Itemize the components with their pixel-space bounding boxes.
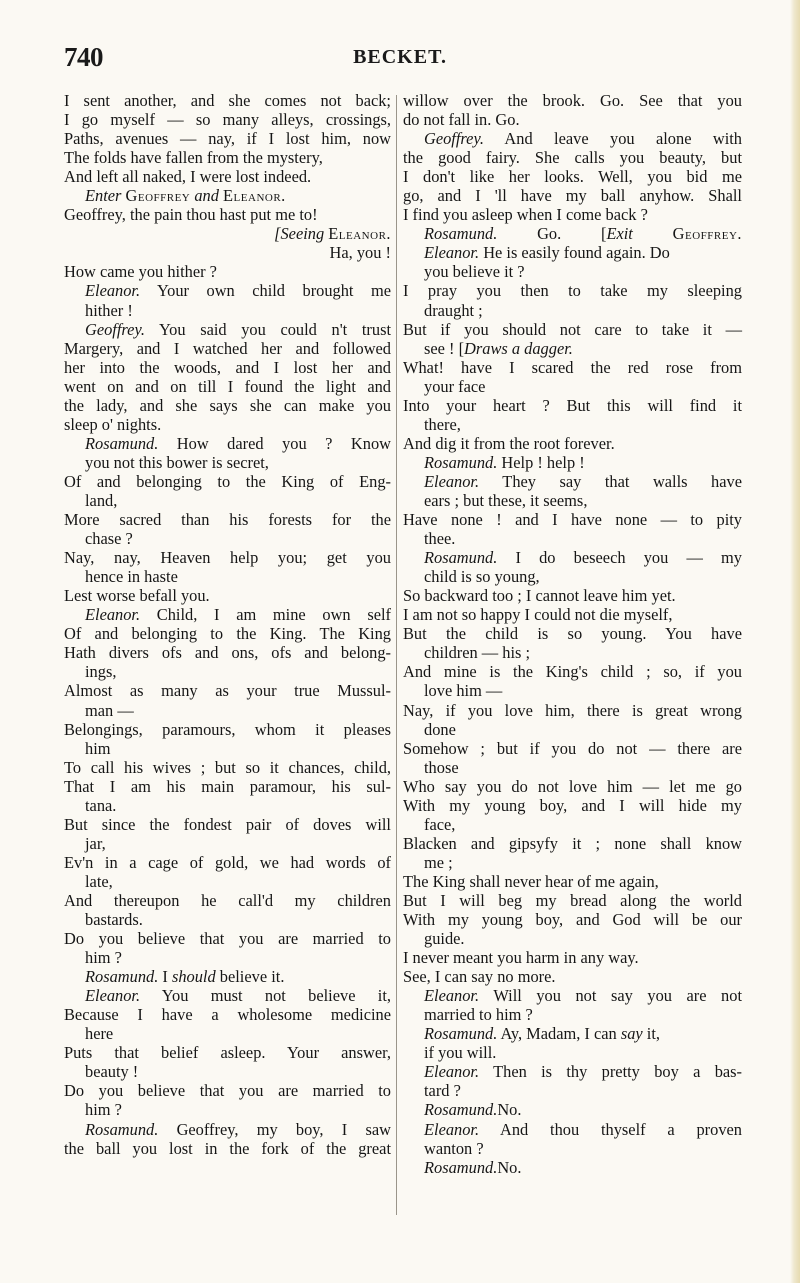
verse-text: believe it. [215,967,285,987]
italic-text: Rosamund. [85,433,159,453]
verse-text: Geoffrey, the pain thou hast put me to! [64,205,318,225]
verse-text: Nay, if you love him, there is great wrong [403,700,742,720]
small-caps-name: Eleanor. [328,224,391,244]
verse-text: I do beseech you — my [497,548,742,568]
text-line [403,605,742,624]
page-edge [790,0,800,1283]
italic-text: Eleanor. [424,1062,480,1082]
text-line [403,739,742,758]
verse-text: the lady, and she says she can make you [64,395,391,415]
text-line [403,872,742,891]
text-line [403,320,742,339]
verse-text: How came you hither ? [64,262,217,282]
italic-text: Eleanor. [424,1119,480,1139]
verse-text: Blacken and gipsyfy it ; none shall know [403,833,742,853]
verse-text: Paths, avenues — nay, if I lost him, now [64,129,391,149]
verse-text: ings, [85,662,117,682]
verse-text: hither ! [85,300,133,320]
text-line [403,967,742,986]
verse-text: Do you believe that you are married to [64,929,391,949]
text-line [64,472,391,491]
verse-text: Puts that belief asleep. Your answer, [64,1043,391,1063]
verse-text: you not this bower is secret, [85,452,269,472]
verse-text: man — [85,700,134,720]
verse-text: Because I have a wholesome medicine [64,1005,391,1025]
verse-text: But if you should not care to take it — [403,319,742,339]
text-line [403,986,742,1005]
verse-text: More sacred than his forests for the [64,510,391,530]
verse-text: children — his ; [424,643,531,663]
verse-text: tard ? [424,1081,461,1101]
small-caps-name: Eleanor. [223,186,286,206]
verse-text: Will you not say you are not [479,986,742,1006]
text-line [64,910,391,929]
italic-text: say [620,1024,643,1044]
verse-text: I [158,967,172,987]
verse-text: if you will. [424,1043,497,1063]
italic-text: Geoffrey. [85,319,145,339]
text-line [64,320,391,339]
italic-text: and [190,186,224,206]
verse-text: tana. [85,795,117,815]
verse-text: Into your heart ? But this will find it [403,395,742,415]
text-line [403,510,742,529]
text-line [403,377,742,396]
text-line [403,110,742,129]
verse-text: Ha, you ! [329,243,391,263]
left-column [64,91,391,1158]
verse-text: They say that walls have [479,471,742,491]
verse-text: And left all naked, I were lost indeed. [64,167,312,187]
text-line [64,1005,391,1024]
text-line [64,929,391,948]
text-line [403,281,742,300]
verse-text: Help ! help ! [497,452,585,472]
verse-text: I go myself — so many alleys, crossings, [64,110,391,130]
verse-text: The folds have fallen from the mystery, [64,148,323,168]
text-line [64,1139,391,1158]
text-line [64,815,391,834]
text-line [64,662,391,681]
text-line [403,1024,742,1043]
verse-text: You said you could n't trust [144,319,391,339]
verse-text: Nay, nay, Heaven help you; get you [64,548,391,568]
verse-text: I am not so happy I could not die myself, [403,605,673,625]
verse-text: I never meant you harm in any way. [403,948,639,968]
text-line [403,643,742,662]
verse-text: jar, [85,833,106,853]
text-line [64,567,391,586]
verse-text: And dig it from the root forever. [403,433,615,453]
text-line [64,1120,391,1139]
verse-text: those [424,757,459,777]
verse-text: the good fairy. She calls you beauty, but [403,148,742,168]
italic-text: Eleanor. [85,605,141,625]
text-line [64,1024,391,1043]
text-line [64,377,391,396]
text-line [64,643,391,662]
verse-text: wanton ? [424,1138,484,1158]
text-line [403,815,742,834]
text-line [403,567,742,586]
verse-text: bastards. [85,910,143,930]
text-line [403,701,742,720]
text-line [403,796,742,815]
text-line [64,796,391,815]
text-line [403,777,742,796]
verse-text: see ! [ [424,338,465,358]
page-number: 740 [64,42,103,72]
verse-text: it, [642,1024,660,1044]
text-line [403,415,742,434]
verse-text: me ; [424,852,453,872]
text-line [403,834,742,853]
text-line [403,1005,742,1024]
italic-text: Rosamund. [424,452,498,472]
italic-text: Enter [85,186,126,206]
verse-text: I find you asleep when I come back ? [403,205,648,225]
italic-text: Rosamund. [424,1024,498,1044]
verse-text: Lest worse befall you. [64,586,210,606]
text-line [403,662,742,681]
text-line [64,262,391,281]
text-line [403,453,742,472]
verse-text: See, I can say no more. [403,967,556,987]
verse-text: ears ; but these, it seems, [424,490,588,510]
column-divider [396,95,397,1215]
text-line [64,167,391,186]
verse-text: Geoffrey, my boy, I saw [158,1119,391,1139]
text-line [64,605,391,624]
text-line [64,510,391,529]
verse-text: went on and on till I found the light and [64,376,391,396]
text-line [403,624,742,643]
italic-text: Rosamund. [424,1100,498,1120]
verse-text: That I am his main paramour, his sul- [64,776,391,796]
verse-text: I pray you then to take my sleeping [403,281,742,301]
verse-text: beauty ! [85,1062,139,1082]
text-line [403,1100,742,1119]
text-line [64,110,391,129]
text-line [403,262,742,281]
italic-text: Draws a dagger. [464,338,573,358]
right-column [403,91,742,1177]
italic-text: Rosamund. [424,224,498,244]
text-line [64,1100,391,1119]
text-line [64,1062,391,1081]
text-line [403,1139,742,1158]
text-line [64,243,391,262]
verse-text: love him — [424,681,503,701]
verse-text: late, [85,871,113,891]
verse-text: Go. [ [497,224,607,244]
text-line [64,853,391,872]
text-line [403,1120,742,1139]
text-line [64,986,391,1005]
small-caps-name: Geoffrey [125,186,191,206]
verse-text: I sent another, and she comes not back; [64,91,391,110]
text-line [403,548,742,567]
text-line [403,434,742,453]
text-line [403,1062,742,1081]
verse-text: So backward too ; I cannot leave him yet. [403,586,676,606]
verse-text: Almost as many as your true Mussul- [64,681,391,701]
text-line [64,186,391,205]
text-line [403,1081,742,1100]
text-line [403,301,742,320]
verse-text: guide. [424,929,465,949]
text-line [403,853,742,872]
text-line [64,339,391,358]
italic-text: Eleanor. [424,986,480,1006]
italic-text: Eleanor. [85,986,141,1006]
verse-text: Then is thy pretty boy a bas- [479,1062,742,1082]
verse-text: him [85,738,111,758]
verse-text: you believe it ? [424,262,525,282]
text-line [64,358,391,377]
text-line [64,91,391,110]
verse-text: him ? [85,948,122,968]
verse-text: Somehow ; but if you do not — there are [403,738,742,758]
text-line [64,948,391,967]
verse-text: her into the woods, and I lost her and [64,357,391,377]
text-line [403,243,742,262]
text-line [64,681,391,700]
text-line [64,491,391,510]
verse-text: Have none ! and I have none — to pity [403,510,742,530]
text-line [403,167,742,186]
italic-text: Rosamund. [85,967,159,987]
verse-text: draught ; [424,300,483,320]
text-line [403,491,742,510]
verse-text: You must not believe it, [140,986,391,1006]
verse-text: hence in haste [85,567,178,587]
text-line [64,834,391,853]
italic-text: Rosamund. [85,1119,159,1139]
verse-text: child is so young, [424,567,540,587]
verse-text: Who say you do not love him — let me go [403,776,742,796]
verse-text: Ev'n in a cage of gold, we had words of [64,852,391,872]
italic-text: Eleanor. [85,281,141,301]
text-line [64,1081,391,1100]
text-line [64,777,391,796]
verse-text: your face [424,376,486,396]
text-line [64,301,391,320]
text-line [64,434,391,453]
text-line [403,339,742,358]
text-line [64,872,391,891]
verse-text: Of and belonging to the King of Eng- [64,471,391,491]
verse-text: willow over the brook. Go. See that you [403,91,742,110]
verse-text: done [424,719,456,739]
text-line [403,910,742,929]
text-line [403,720,742,739]
text-line [403,586,742,605]
text-line [64,739,391,758]
running-title: BECKET. [353,46,447,68]
text-line [64,148,391,167]
text-line [64,396,391,415]
verse-text: And leave you alone with [483,129,742,149]
text-line [64,129,391,148]
text-line [403,148,742,167]
text-line [64,624,391,643]
verse-text: How dared you ? Know [158,433,391,453]
text-line [64,224,391,243]
verse-text: He is easily found again. Do [479,243,670,263]
text-line [64,586,391,605]
verse-text: sleep o' nights. [64,414,162,434]
verse-text: What! have I scared the red rose from [403,357,742,377]
verse-text: With my young boy, and God will be our [403,910,742,930]
verse-text: But since the fondest pair of doves will [64,814,391,834]
verse-text: I don't like her looks. Well, you bid me [403,167,742,187]
verse-text: Your own child brought me [140,281,391,301]
text-line [64,453,391,472]
verse-text: No. [497,1100,522,1120]
text-line [64,281,391,300]
text-line [403,758,742,777]
italic-text: Eleanor. [424,471,480,491]
verse-text: the ball you lost in the fork of the great [64,1138,391,1158]
verse-text: But I will beg my bread along the world [403,890,742,910]
verse-text: land, [85,490,118,510]
text-line [64,758,391,777]
italic-text: Rosamund. [424,1157,498,1177]
verse-text: And mine is the King's child ; so, if you [403,662,742,682]
text-line [403,1158,742,1177]
italic-text: Rosamund. [424,548,498,568]
text-line [403,1043,742,1062]
text-line [403,224,742,243]
verse-text: face, [424,814,456,834]
verse-text: married to him ? [424,1005,533,1025]
italic-text: Geoffrey. [424,129,484,149]
verse-text: And thou thyself a proven [479,1119,742,1139]
verse-text: And thereupon he call'd my children [64,890,391,910]
text-line [403,948,742,967]
text-line [403,186,742,205]
verse-text: But the child is so young. You have [403,624,742,644]
verse-text: Do you believe that you are married to [64,1081,391,1101]
italic-text: should [171,967,216,987]
text-line [403,91,742,110]
verse-text: With my young boy, and I will hide my [403,795,742,815]
text-line [403,929,742,948]
verse-text: Of and belonging to the King. The King [64,624,391,644]
verse-text: there, [424,414,461,434]
verse-text: do not fall in. Go. [403,110,520,130]
small-caps-name: Geoffrey. [672,224,742,244]
verse-text: go, and I 'll have my ball anyhow. Shall [403,186,742,206]
verse-text: The King shall never hear of me again, [403,871,659,891]
text-line [64,205,391,224]
text-line [64,1043,391,1062]
text-line [403,358,742,377]
verse-text: him ? [85,1100,122,1120]
italic-text: Exit [606,224,673,244]
verse-text: thee. [424,529,456,549]
text-line [64,701,391,720]
text-line [403,129,742,148]
verse-text: here [85,1024,114,1044]
text-line [403,396,742,415]
text-line [64,891,391,910]
verse-text: Hath divers ofs and ons, ofs and belong- [64,643,391,663]
italic-text: Eleanor. [424,243,480,263]
text-line [64,548,391,567]
verse-text: Margery, and I watched her and followed [64,338,391,358]
text-line [403,472,742,491]
text-line [403,205,742,224]
text-line [403,681,742,700]
verse-text: No. [497,1157,522,1177]
verse-text: Child, I am mine own self [140,605,391,625]
text-line [64,967,391,986]
verse-text: To call his wives ; but so it chances, child, [64,757,391,777]
text-line [64,415,391,434]
verse-text: chase ? [85,529,133,549]
text-line [64,720,391,739]
text-line [403,529,742,548]
verse-text: Belongings, paramours, whom it pleases [64,719,391,739]
text-line [64,529,391,548]
text-line [403,891,742,910]
verse-text: Ay, Madam, I can [497,1024,621,1044]
italic-text: [Seeing [274,224,329,244]
